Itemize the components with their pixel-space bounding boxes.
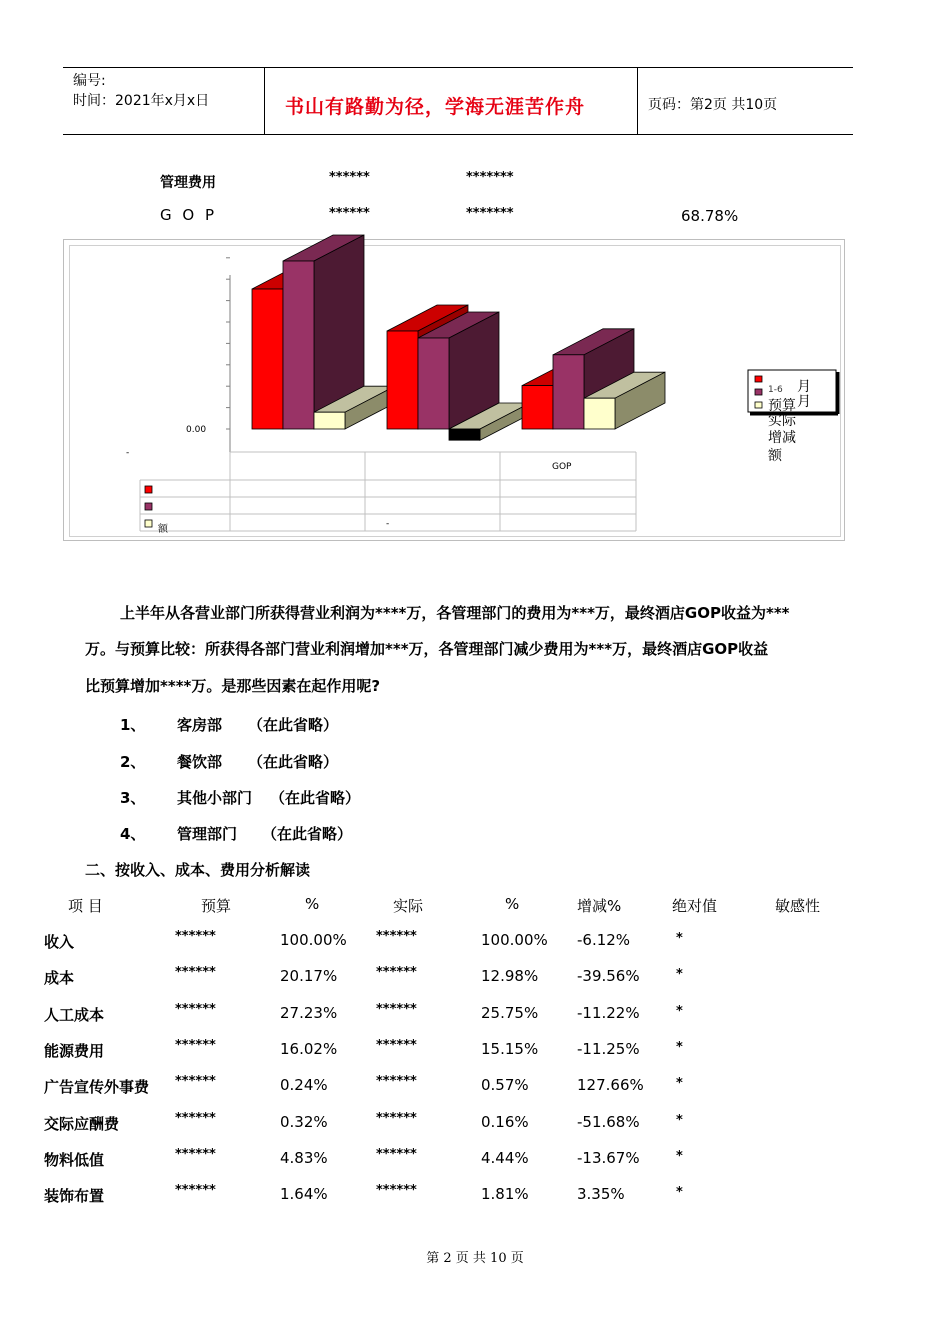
table-cell: 100.00% <box>481 931 548 949</box>
table-mark: - <box>386 519 390 529</box>
list-item-name: 餐饮部 <box>177 753 223 771</box>
bar-chart <box>0 0 950 560</box>
y-tick-label: 0.00 <box>186 425 207 435</box>
table-row-label: 交际应酬费 <box>44 1114 120 1133</box>
table-cell: 100.00% <box>280 931 347 949</box>
table-cell: ****** <box>175 1110 216 1126</box>
bar <box>553 355 584 429</box>
table-cell: -6.12% <box>577 931 631 949</box>
table-cell: ****** <box>175 1037 216 1053</box>
legend-key <box>755 402 762 408</box>
table-cell: 12.98% <box>481 967 539 986</box>
table-cell: -39.56% <box>577 967 640 986</box>
table-cell: 20.17% <box>280 967 338 986</box>
table-cell: * <box>676 1148 683 1164</box>
table-cell: ****** <box>376 929 417 944</box>
legend-key <box>755 389 762 395</box>
table-header: 敏感性 <box>775 897 821 915</box>
table-cell: -51.68% <box>577 1112 640 1131</box>
row-value: ****** <box>329 206 370 221</box>
table-row-label: 收入 <box>44 933 75 951</box>
table-cell: 15.15% <box>481 1039 539 1058</box>
page-info: 页码：第2页 共10页 <box>648 97 778 113</box>
legend-label: 额 <box>768 448 782 464</box>
legend-label: 1-6 <box>768 385 783 395</box>
bars-group <box>252 235 665 440</box>
table-header: 预算 <box>201 897 232 915</box>
bar <box>387 331 418 429</box>
table-cell: ****** <box>376 1037 417 1053</box>
bar <box>252 289 283 429</box>
table-cell: * <box>676 1185 683 1201</box>
y-axis-ticks <box>226 258 230 429</box>
row-label: 管理费用 <box>160 175 216 191</box>
legend-label: 实际 <box>768 413 796 429</box>
table-cell: ****** <box>376 1146 417 1162</box>
table-cell: 1.64% <box>280 1185 328 1204</box>
bar <box>283 261 314 429</box>
table-legend-key <box>145 520 152 527</box>
table-cell: ****** <box>376 1183 417 1199</box>
table-cell: 0.16% <box>481 1112 529 1131</box>
table-cell: 4.83% <box>280 1148 328 1167</box>
list-item-name: 客房部 <box>177 716 223 734</box>
legend-label: 预算 <box>768 398 796 414</box>
legend-label: 增减 <box>768 430 796 446</box>
table-cell: * <box>676 1039 683 1055</box>
paragraph-line: 比预算增加****万。是那些因素在起作用呢? <box>85 677 381 695</box>
table-header: 绝对值 <box>672 897 718 915</box>
table-cell: 4.44% <box>481 1148 529 1167</box>
bar <box>314 412 345 429</box>
table-cell: ****** <box>376 1074 417 1090</box>
section-title: 二、按收入、成本、费用分析解读 <box>85 861 311 879</box>
list-item-note: （在此省略） <box>248 753 339 771</box>
list-number: 3、 <box>120 789 146 807</box>
table-cell: 3.35% <box>577 1185 625 1204</box>
list-item-note: （在此省略） <box>248 716 339 734</box>
list-number: 4、 <box>120 825 146 843</box>
row-percent: 68.78% <box>681 207 739 225</box>
bar <box>449 429 480 440</box>
table-cell: -11.25% <box>577 1039 640 1058</box>
page-footer: 第 2 页 共 10 页 <box>426 1251 524 1266</box>
table-row-label: 装饰布置 <box>44 1187 105 1206</box>
list-number: 2、 <box>120 753 146 771</box>
bar <box>418 338 449 429</box>
list-item-name: 其他小部门 <box>177 789 253 807</box>
axis-mark: - <box>126 448 130 458</box>
row-label: G O P <box>160 206 218 224</box>
table-cell: ****** <box>175 1074 216 1090</box>
row-value: ******* <box>466 206 514 221</box>
table-cell: ****** <box>175 965 216 981</box>
table-cell: ****** <box>175 929 216 944</box>
table-cell: ****** <box>376 1110 417 1126</box>
table-row-label: 成本 <box>44 969 75 988</box>
table-cell: 27.23% <box>280 1003 338 1022</box>
row-value: ****** <box>329 170 370 185</box>
legend-label: 月 <box>797 379 811 395</box>
table-row-label: 广告宣传外事费 <box>44 1078 150 1097</box>
table-legend-key <box>145 503 152 510</box>
table-cell: 0.24% <box>280 1076 328 1095</box>
table-header: % <box>505 895 520 913</box>
doc-number-label: 编号: <box>73 73 106 89</box>
paragraph-line: 万。与预算比较：所获得各部门营业利润增加***万，各管理部门减少费用为***万，最终酒店GOP收益 <box>85 640 769 658</box>
table-cell: -11.22% <box>577 1003 640 1022</box>
table-cell: ****** <box>175 1001 216 1017</box>
paragraph-line: 上半年从各营业部门所获得营业利润为****万，各管理部门的费用为***万，最终酒店GOP收益为*** <box>120 604 790 622</box>
table-row-label: 物料低值 <box>44 1150 105 1169</box>
table-cell: 0.57% <box>481 1076 529 1095</box>
table-cell: * <box>676 1076 683 1092</box>
table-cell: ****** <box>175 1183 216 1199</box>
header-motto: 书山有路勤为径，学海无涯苦作舟 <box>285 96 586 118</box>
table-cell: ****** <box>175 1146 216 1162</box>
table-legend-key <box>145 486 152 493</box>
legend-label: 月 <box>797 394 811 410</box>
table-header: 项 目 <box>68 897 103 915</box>
doc-time-label: 时间：2021年x月x日 <box>73 93 210 109</box>
table-cell: * <box>676 931 683 946</box>
table-cell: * <box>676 1003 683 1019</box>
table-header: % <box>305 895 320 913</box>
bar <box>522 386 553 429</box>
table-cell: * <box>676 967 683 983</box>
list-item-name: 管理部门 <box>177 825 238 843</box>
table-cell: 127.66% <box>577 1076 644 1095</box>
table-header: 增减% <box>577 897 622 915</box>
table-row-label: 能源费用 <box>44 1041 105 1060</box>
table-header: 实际 <box>393 897 424 915</box>
list-number: 1、 <box>120 716 146 734</box>
table-cell: 0.32% <box>280 1112 328 1131</box>
category-label: GOP <box>552 462 572 472</box>
table-cell: ****** <box>376 1001 417 1017</box>
list-item-note: （在此省略） <box>262 825 353 843</box>
table-cell: 1.81% <box>481 1185 529 1204</box>
bar <box>584 398 615 429</box>
table-row-label: 人工成本 <box>44 1005 105 1024</box>
table-cell: 25.75% <box>481 1003 539 1022</box>
list-item-note: （在此省略） <box>270 789 361 807</box>
row-value: ******* <box>466 170 514 185</box>
table-cell: * <box>676 1112 683 1128</box>
table-cell: -13.67% <box>577 1148 640 1167</box>
table-row-label: 额 <box>158 524 168 535</box>
legend-key <box>755 376 762 382</box>
table-cell: ****** <box>376 965 417 981</box>
table-cell: 16.02% <box>280 1039 338 1058</box>
